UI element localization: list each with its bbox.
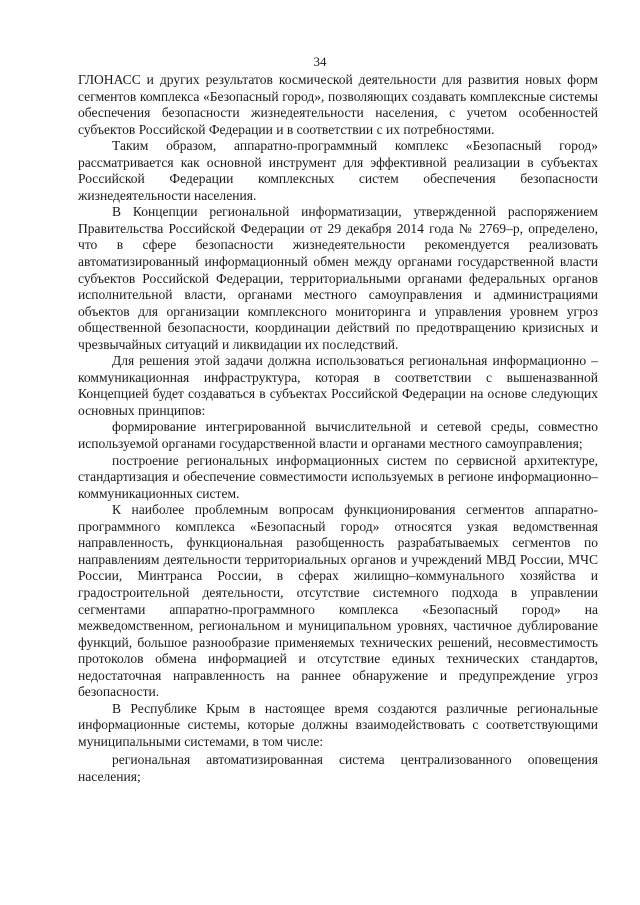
paragraph-3: В Концепции региональной информатизации, утвержденной распоряжением Правительства Российской Федерации от 29 декабря 2014 года № 2769–р, определено, что в сфере безопасности жизнедеятельности рекомендуется реализовать автоматизированный информационный обмен между органами государственной власти субъектов Российской Федерации, территориальными органами федеральных органов исполнительной власти, органами местного самоуправления и администрациями объектов для организации комплексного мониторинга и управления уровнем угроз общественной безопасности, координации действий по предотвращению кризисных и чрезвычайных ситуаций и ликвидации их последствий. <box>78 204 598 352</box>
list-item-notification-system: региональная автоматизированная система централизованного оповещения населения; <box>78 752 598 784</box>
list-item-formation: формирование интегрированной вычислительной и сетевой среды, совместно используемой органами государственной власти и органами местного самоуправления; <box>78 419 598 452</box>
paragraph-5: К наиболее проблемным вопросам функционирования сегментов аппаратно-программного комплекса «Безопасный город» относятся узкая ведомственная направленность, функциональная разобщенность разрабатываемых сегментов по направлениям деятельности территориальных органов и учреждений МВД России, МЧС России, Минтранса России, в сферах жилищно–коммунального хозяйства и градостроительной деятельности, отсутствие системного подхода в управлении сегментами аппаратно-программного комплекса «Безопасный город» на межведомственном, региональном и муниципальном уровнях, частичное дублирование функций, большое разнообразие применяемых технических решений, несовместимость протоколов обмена информацией и отсутствие единых технических стандартов, недостаточная направленность на раннее обнаружение и предупреждение угроз безопасности. <box>78 502 598 700</box>
paragraph-1: ГЛОНАСС и других результатов космической деятельности для развития новых форм сегментов комплекса «Безопасный город», позволяющих создавать комплексные системы обеспечения безопасности жизнедеятельности населения, с учетом особенностей субъектов Российской Федерации и в соответствии с их потребностями. <box>78 72 598 137</box>
paragraph-4: Для решения этой задачи должна использоваться региональная информационно – коммуникационная инфраструктура, которая в соответствии с вышеназванной Концепцией будет создаваться в субъектах Российской Федерации на основе следующих основных принципов: <box>78 353 598 418</box>
paragraph-2: Таким образом, аппаратно-программный комплекс «Безопасный город» рассматривается как основной инструмент для эффективной реализации в субъектах Российской Федерации комплексных систем обеспечения безопасности жизнедеятельности населения. <box>78 138 598 203</box>
list-item-construction: построение региональных информационных систем по сервисной архитектуре, стандартизация и обеспечение совместимости используемых в регионе информационно–коммуникационных систем. <box>78 452 598 501</box>
page-number: 34 <box>313 54 327 69</box>
document-body <box>78 72 598 786</box>
paragraph-6: В Республике Крым в настоящее время создаются различные региональные информационные системы, которые должны взаимодействовать с соответствующими муниципальными системами, в том числе: <box>78 700 598 749</box>
